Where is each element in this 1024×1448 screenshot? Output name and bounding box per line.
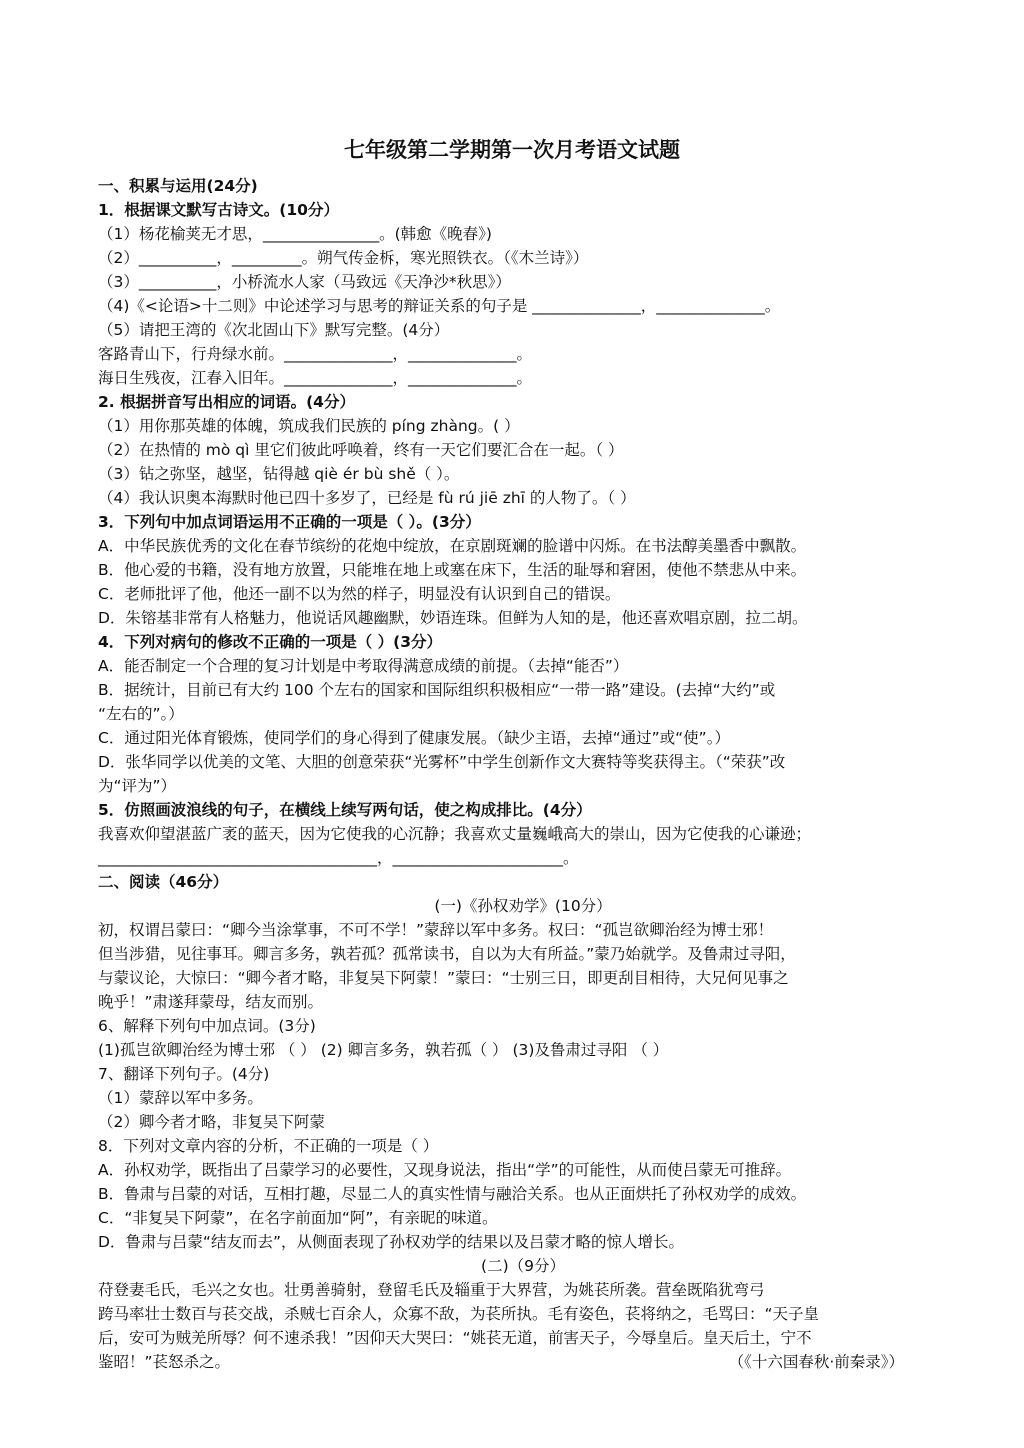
passage-line: 苻登妻毛氏，毛兴之女也。壮勇善骑射，登留毛氏及辎重于大界营，为姚苌所袭。营垒既陷犹弯弓 <box>98 1281 765 1299</box>
question-line: 8．下列对文章内容的分析，不正确的一项是（ ） <box>98 1137 439 1155</box>
option-line: C．通过阳光体育锻炼，使同学们的身心得到了健康发展。（缺少主语，去掉“通过”或“使”。） <box>98 729 730 747</box>
question-heading: 1．根据课文默写古诗文。(10分） <box>98 201 339 219</box>
question-line: （2）卿今者才略，非复吴下阿蒙 <box>98 1113 325 1131</box>
option-line: D．鲁肃与吕蒙“结友而去”，从侧面表现了孙权劝学的结果以及吕蒙才略的惊人增长。 <box>98 1233 684 1251</box>
question-line: （1）杨花榆荚无才思，_______________。(韩愈《晚春》) <box>98 225 492 243</box>
option-line: B．鲁肃与吕蒙的对话，互相打趣，尽显二人的真实性情与融洽关系。也从正面烘托了孙权劝学的成效。 <box>98 1185 807 1203</box>
answer-blank-line: ____________________________________，______________________。 <box>98 849 579 867</box>
question-line: (1)孤岂欲卿治经为博士邪 （ ） (2) 卿言多务，孰若孤（ ） (3)及鲁肃过寻阳 （ ） <box>98 1041 669 1059</box>
question-line: 我喜欢仰望湛蓝广袤的蓝天，因为它使我的心沉静；我喜欢丈量巍峨高大的崇山，因为它使我的心谦逊； <box>98 825 812 843</box>
question-heading: 4．下列对病句的修改不正确的一项是（ ）(3分） <box>98 633 443 651</box>
option-line: B．他心爱的书籍，没有地方放置，只能堆在地上或塞在床下，生活的耻辱和窘困，使他不禁悲从中来。 <box>98 561 807 579</box>
question-line: （2）在热情的 mò qì 里它们彼此呼唤着，终有一天它们要汇合在一起。（ ） <box>98 441 624 459</box>
option-line: D．朱镕基非常有人格魅力，他说话风趣幽默，妙语连珠。但鲜为人知的是，他还喜欢唱京剧，拉二胡。 <box>98 609 808 627</box>
option-line: 为“评为”） <box>98 777 177 795</box>
passage-line: 与蒙议论，大惊曰：“卿今者才略，非复吴下阿蒙！”蒙曰：“士别三日，即更刮目相待，大兄何见事之 <box>98 969 789 987</box>
passage-line: 跨马率壮士数百与苌交战，杀贼七百余人，众寡不敌，为苌所执。毛有姿色，苌将纳之，毛骂曰：“天子皇 <box>98 1305 820 1323</box>
question-line: 客路青山下，行舟绿水前。______________，______________。 <box>98 345 533 363</box>
passage-line: 但当涉猎，见往事耳。卿言多务，孰若孤？孤常读书，自以为大有所益。”蒙乃始就学。及鲁肃过寻阳， <box>98 945 796 963</box>
option-line: A．孙权劝学，既指出了吕蒙学习的必要性，又现身说法，指出“学”的可能性，从而使吕蒙无可推辞。 <box>98 1161 792 1179</box>
passage-title: (一)《孙权劝学》(10分） <box>434 897 612 915</box>
question-heading: 2. 根据拼音写出相应的词语。(4分） <box>98 393 355 411</box>
section-heading: 一、积累与运用(24分) <box>98 177 258 195</box>
question-line: （4）我认识奥本海默时他已四十多岁了，已经是 fù rú jiē zhī 的人物了。（ ） <box>98 489 636 507</box>
passage-source: （《十六国春秋·前秦录》） <box>728 1353 904 1371</box>
passage-line: 鉴昭！”苌怒杀之。 <box>98 1353 231 1371</box>
option-line: “左右的”。） <box>98 705 184 723</box>
passage-line: 后，安可为贼羌所辱？何不速杀我！”因仰天大哭曰：“姚苌无道，前害天子，今辱皇后。皇天后土，宁不 <box>98 1329 812 1347</box>
question-line: （2）__________，_________。朔气传金柝，寒光照铁衣。（《木兰诗》） <box>98 249 589 267</box>
question-line: 7、翻译下列句子。(4分) <box>98 1065 270 1083</box>
option-line: C．老师批评了他，他还一副不以为然的样子，明显没有认识到自己的错误。 <box>98 585 621 603</box>
question-line: （5）请把王湾的《次北固山下》默写完整。(4分） <box>98 321 450 339</box>
passage-title: (二)（9分） <box>481 1257 565 1275</box>
option-line: B．据统计，目前已有大约 100 个左右的国家和国际组织积极相应“一带一路”建设。(去掉“大约”或 <box>98 681 776 699</box>
page-title: 七年级第二学期第一次月考语文试题 <box>344 137 680 162</box>
option-line: C．“非复吴下阿蒙”，在名字前面加“阿”，有亲昵的味道。 <box>98 1209 498 1227</box>
option-line: A．能否制定一个合理的复习计划是中考取得满意成绩的前提。（去掉“能否”） <box>98 657 629 675</box>
question-line: （1）蒙辞以军中多务。 <box>98 1089 263 1107</box>
question-line: （3）钻之弥坚，越坚，钻得越 qiè ér bù shě（ ）。 <box>98 465 460 483</box>
question-line: 海日生残夜，江春入旧年。______________，______________。 <box>98 369 533 387</box>
question-heading: 3．下列句中加点词语运用不正确的一项是（ ）。(3分） <box>98 513 481 531</box>
passage-line: 晚乎！”肃遂拜蒙母，结友而别。 <box>98 993 324 1011</box>
question-heading: 5．仿照画波浪线的句子，在横线上续写两句话，使之构成排比。(4分） <box>98 801 592 819</box>
question-line: （4)《<论语>十二则》中论述学习与思考的辩证关系的句子是 ______________，______________。 <box>98 297 781 315</box>
passage-line: 初，权谓吕蒙曰：“卿今当涂掌事，不可不学！”蒙辞以军中多务。权曰：“孤岂欲卿治经为博士邪！ <box>98 921 774 939</box>
question-line: 6、解释下列句中加点词。(3分) <box>98 1017 316 1035</box>
option-line: A．中华民族优秀的文化在春节缤纷的花炮中绽放，在京剧斑斓的脸谱中闪烁。在书法醇美墨香中飘散。 <box>98 537 807 555</box>
question-line: （3）__________，小桥流水人家（马致远《天净沙*秋思》） <box>98 273 511 291</box>
question-line: （1）用你那英雄的体魄，筑成我们民族的 píng zhàng。( ） <box>98 417 520 435</box>
option-line: D．张华同学以优美的文笔、大胆的创意荣获“光雾杯”中学生创新作文大赛特等奖获得主。（“荣获”改 <box>98 753 786 771</box>
section-heading: 二、阅读（46分） <box>98 873 229 891</box>
